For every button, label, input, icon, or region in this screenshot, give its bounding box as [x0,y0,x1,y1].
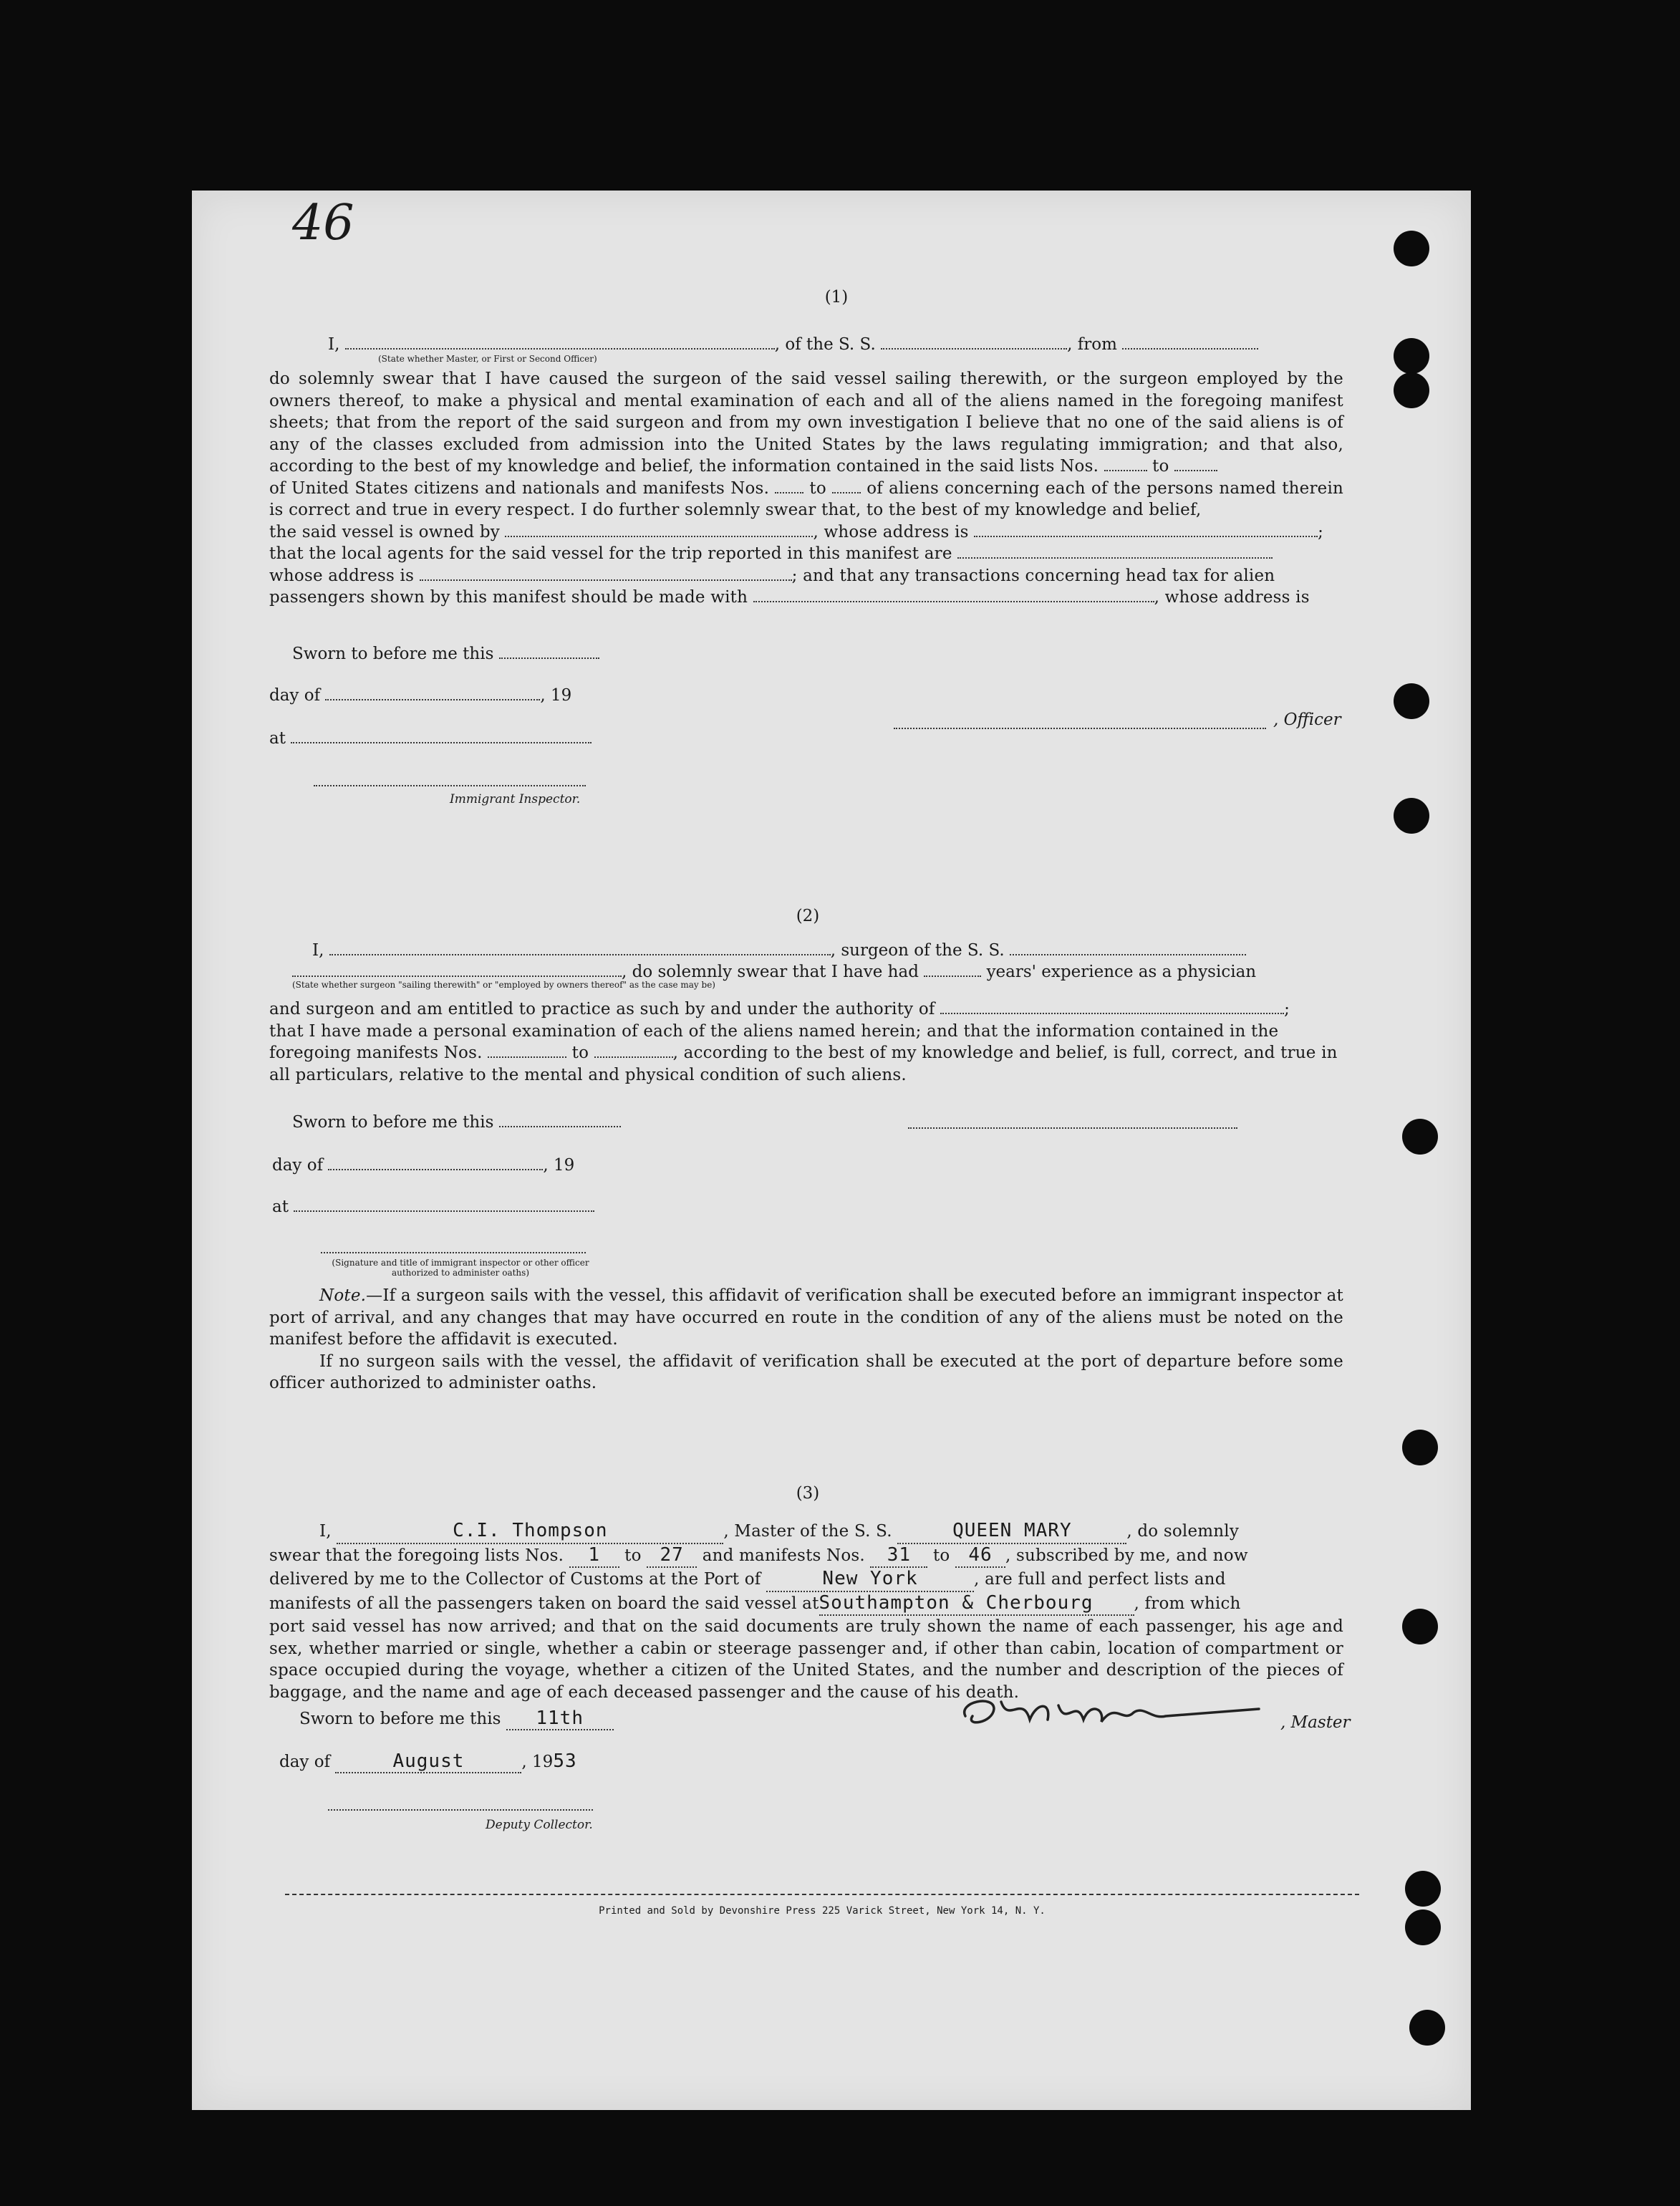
oath-from-label: , from [1067,335,1117,354]
inspector-signature-line [314,785,586,786]
footer-rule [285,1894,1359,1895]
note-title: Note. [319,1286,367,1305]
surgeon-signature-line [908,1127,1237,1129]
officer-signature-line [321,1252,586,1253]
surgeon-line: I, , surgeon of the S. S. [312,940,1246,960]
note-paragraph: Note.—If a surgeon sails with the vessel, this affidavit of verification shall be executed before an immigrant inspector at port of arrival, and any changes that may have occurred en route in the condition of any of the aliens must be noted on the manifest before the affidavit is executed. If no surgeon sails with the vessel, the affidavit of verification shall be executed at the port of departure before some officer authorized to administer oaths. [269,1286,1343,1392]
master-signature [951,1687,1280,1738]
sworn-day: 11th [536,1708,584,1729]
punch-hole [1402,1430,1438,1465]
punch-hole [1394,338,1429,374]
at-line: at [272,1196,594,1216]
manifest-from: 31 [887,1543,912,1566]
sworn-year: 53 [553,1750,577,1772]
port-name: New York [822,1568,918,1589]
sworn-month: August [392,1750,465,1772]
section-number: (1) [824,288,849,307]
master-caption: , Master [1280,1713,1351,1732]
officer-caption: , Officer [1273,711,1341,729]
punch-hole [1402,1119,1438,1155]
day-of-line: day of , 19 [269,686,572,705]
signature-caption: (Signature and title of immigrant inspector or other officer authorized to administer oaths) [332,1258,589,1278]
ship-name: QUEEN MARY [952,1520,1072,1541]
section-number: (3) [796,1484,820,1503]
surgeon-swear-line: , do solemnly swear that I have had years' experience as a physician [292,961,1256,981]
punch-hole [1394,683,1429,719]
oath-paragraph: do solemnly swear that I have caused the surgeon of the said vessel sailing therewith, or the surgeon employed by the owners thereof, to make a physical and mental examination of each and all of the aliens named in the foregoing manifest sheets; that from the report of the said surgeon and from my own investigation I believe that no one of the said aliens is of any of the classes excluded from admission into the United States by the laws regulating immigration; and that also, according to the best of my knowledge and belief, the information contained in the said lists Nos. to of United States citizens and nationals and manifests Nos. to of aliens concerning each of the persons named therein is correct and true in every respect. I do further solemnly swear that, to the best of my knowledge and belief, the said vessel is owned by , whose address is ; that the local agents for the said vessel for the trip reported in this manifest are whose address is ; and that any transactions concerning head tax for alien passengers shown by this manifest should be made with , whose address is [269,370,1344,607]
at-line: at [269,728,592,748]
list-to: 27 [660,1543,684,1566]
deputy-caption: Deputy Collector. [486,1818,593,1832]
oath-line [328,334,1352,354]
collector-signature-line [328,1809,593,1811]
departure-ports: Southampton & Cherbourg [819,1591,1094,1614]
oath-caption: (State whether Master, or First or Second Officer) [378,354,597,364]
sworn-line: Sworn to before me this [292,1112,621,1132]
officer-signature-line [894,728,1266,729]
surgeon-paragraph: and surgeon and am entitled to practice as such by and under the authority of ; that I have made a personal examination of each of the aliens named herein; and that the information contained in the foregoing manifests Nos. to , according to the best of my knowledge and belief, is full, correct, and true in all particulars, relative to the mental and physical condition of such aliens. [269,1000,1338,1084]
printer-imprint: Printed and Sold by Devonshire Press 225 Varick Street, New York 14, N. Y. [599,1905,1046,1917]
manifest-to: 46 [968,1543,993,1566]
punch-hole [1405,1871,1441,1907]
surgeon-caption: (State whether surgeon "sailing therewith" or "employed by owners thereof" as the case may be) [292,980,715,990]
day-of-line: day of August , 1953 [279,1750,577,1772]
sworn-line: Sworn to before me this 11th [299,1708,614,1730]
section-number: (2) [796,907,820,925]
inspector-caption: Immigrant Inspector. [450,792,581,806]
punch-hole [1409,2010,1445,2046]
punch-hole [1402,1609,1438,1644]
handwritten-page-mark: 46 [292,195,354,251]
master-name: C.I. Thompson [453,1520,608,1541]
list-from: 1 [588,1543,600,1566]
sworn-line: Sworn to before me this [292,643,599,663]
master-paragraph: I, C.I. Thompson , Master of the S. S. QUEEN MARY , do solemnly swear that the foregoing lists Nos. 1 to 27 and manifests Nos. 31 to 46 , subscribed by me, and now delivered by me to the Collector of Customs at the Port of New York , are full and perfect lists and manifests of all the passengers taken on board the said vessel atSouthampton & Cherbourg , from which port said vessel has now arrived; and that on the said documents are truly shown the name of each passenger, his age and sex, whether married or single, whether a cabin or steerage passenger and, if other than cabin, location of compartment or space occupied during the voyage, whether a citizen of the United States, and the number and description of the pieces of baggage, and the name and age of each deceased passenger and the cause of his death. [269,1520,1343,1702]
punch-hole [1394,798,1429,834]
punch-hole [1394,231,1429,266]
day-of-line: day of , 19 [272,1156,575,1175]
oath-i: I, [328,335,340,354]
manifest-page [192,191,1471,2110]
punch-hole [1394,372,1429,408]
punch-hole [1405,1909,1441,1945]
oath-vessel-label: , of the S. S. [774,335,876,354]
